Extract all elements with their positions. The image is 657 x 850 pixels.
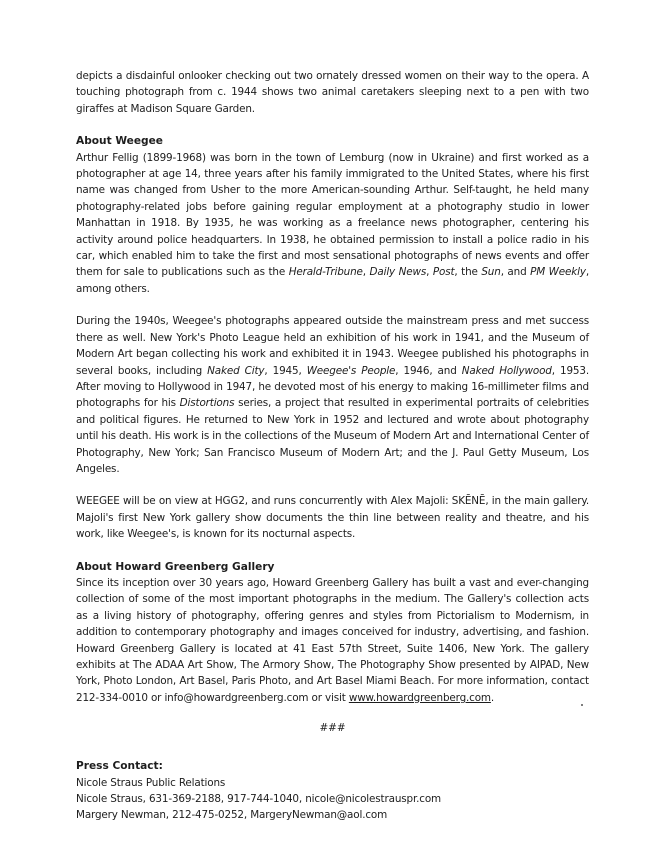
about-gallery-heading: About Howard Greenberg Gallery	[76, 560, 275, 573]
text-run: Since its inception over 30 years ago, Howard Greenberg Gallery has built a vast and ever-changing collection of some of the most important photographs in the medium. The Gallery's collection acts as a living history of photography, offering genres and styles from Pictorialism to Modernism, in addition to contemporary photography and images conceived for industry, advertising, and fashion. Howard Greenberg Gallery is located at 41 East 57th Street, Suite 1406, New York. The gallery exhibits at The ADAA Art Show, The Armory Show, The Photography Show presented by AIPAD, New York, Photo London, Art Basel, Paris Photo, and Art Basel Miami Beach. For more information, contact 212-334-0010 or info@howardgreenberg.com or visit	[76, 576, 589, 704]
gallery-website-link[interactable]: www.howardgreenberg.com	[348, 691, 491, 704]
text-run: , 1946, and	[395, 364, 462, 377]
text-run: , among others.	[76, 266, 590, 295]
text-run: ,	[426, 266, 433, 279]
publication-title: Herald-Tribune	[288, 266, 363, 279]
intro-paragraph: depicts a disdainful onlooker checking out two ornately dressed women on their way to the opera. A touching photograph from c. 1944 shows two animal caretakers sleeping next to a pen with two giraffes at Madison Square Garden.	[76, 70, 589, 115]
about-weegee-heading: About Weegee	[76, 135, 163, 148]
text-run: , 1945,	[264, 364, 307, 377]
text-run: ,	[362, 266, 370, 279]
press-contact-line: Nicole Straus, 631-369-2188, 917-744-1040, nicole@nicolestrauspr.com	[76, 793, 442, 806]
text-run: , and	[500, 266, 531, 279]
publication-title: Post	[432, 266, 455, 279]
text-run: During the 1940s, Weegee's photographs appeared outside the mainstream press and met success there as well. New York's Photo League held an exhibition of his work in 1941, and the Museum of Modern Art began collecting his work and exhibited it in 1943. Weegee published his photographs in several books, including	[76, 315, 589, 377]
text-run: .	[490, 691, 495, 704]
book-title: Naked City	[207, 364, 265, 377]
about-gallery-paragraph	[76, 575, 589, 706]
section-separator: ###	[319, 722, 346, 735]
text-run: , the	[454, 266, 482, 279]
about-weegee-paragraph-2	[76, 313, 589, 477]
spacer	[76, 117, 589, 133]
exhibition-paragraph: WEEGEE will be on view at HGG2, and runs concurrently with Alex Majoli: SKĒNĒ, in the main gallery. Majoli's first New York gallery show documents the thin line between reality and theatre, and his work, like Weegee's, is known for its nocturnal aspects.	[76, 495, 589, 541]
book-title: Naked Hollywood	[461, 364, 552, 377]
spacer	[76, 477, 589, 493]
text-run: series, a project that resulted in experimental portraits of celebrities and political figures. He returned to New York in 1952 and lectured and wrote about photography until his death. His work is in the collections of the Museum of Modern Art and International Center of Photography, New York; San Francisco Museum of Modern Art; and the J. Paul Getty Museum, Los Angeles.	[76, 397, 590, 475]
about-weegee-paragraph-1	[76, 150, 589, 298]
press-contact-line: Nicole Straus Public Relations	[76, 776, 226, 789]
press-contact-line: Margery Newman, 212-475-0252, MargeryNewman@aol.com	[76, 809, 388, 822]
spacer	[76, 297, 589, 313]
text-run: Arthur Fellig (1899-1968) was born in the town of Lemburg (now in Ukraine) and first worked as a photographer at age 14, three years after his family immigrated to the United States, where his first name was changed from Usher to the more American-sounding Arthur. Self-taught, he held many photography-related jobs before gaining regular employment at a photography studio in lower Manhattan in 1918. By 1935, he was working as a freelance news photographer, centering his activity around police headquarters. In 1938, he obtained permission to install a police radio in his car, which enabled him to take the first and most sensational photographs of news events and offer them for sale to publications such as the	[76, 151, 589, 279]
text-run: , 1953. After moving to Hollywood in 1947, he devoted most of his energy to making 16-millimeter films and photographs for his	[76, 364, 589, 410]
publication-title: Sun	[481, 266, 501, 279]
press-contact-heading: Press Contact:	[76, 760, 163, 773]
scan-speck	[581, 704, 583, 706]
series-title: Distortions	[179, 397, 235, 410]
spacer	[76, 543, 589, 559]
book-title: Weegee's People	[306, 364, 396, 377]
publication-title: Daily News	[369, 266, 427, 279]
publication-title: PM Weekly	[530, 266, 586, 279]
